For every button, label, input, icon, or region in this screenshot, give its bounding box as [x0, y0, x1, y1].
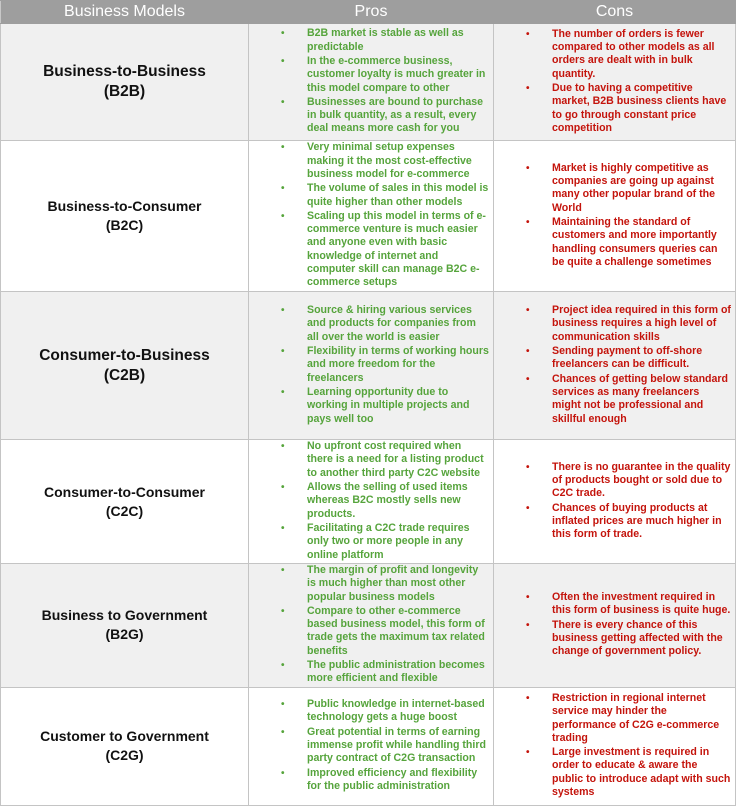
pro-item: • Scaling up this model in terms of e-commerce venture is much easier and anyone even with basic knowledge of internet and computer skill can manage B2C e-commerce setups [307, 210, 489, 290]
model-cell [1, 141, 249, 292]
row-b2c [1, 141, 736, 292]
pros-cell [249, 687, 494, 805]
row-b2b [1, 24, 736, 141]
cons-cell [494, 141, 736, 292]
pros-cell [249, 292, 494, 440]
row-b2g [1, 564, 736, 688]
con-item: • Chances of buying products at inflated prices are much higher in this form of trade. [552, 502, 731, 542]
pros-cell [249, 564, 494, 688]
header-row [1, 1, 736, 24]
pros-cell [249, 440, 494, 564]
pro-item: • Improved efficiency and flexibility for the public administration [307, 767, 489, 794]
con-item: • There is no guarantee in the quality of products bought or sold due to C2C trade. [552, 461, 731, 501]
model-cell [1, 564, 249, 688]
pro-item: • Great potential in terms of earning immense profit while handling third party contract of C2G transaction [307, 726, 489, 766]
cons-cell [494, 24, 736, 141]
model-cell [1, 292, 249, 440]
con-item: • There is every chance of this business getting affected with the change of government policy. [552, 619, 731, 659]
cons-cell [494, 292, 736, 440]
cons-cell [494, 440, 736, 564]
model-code: (C2B) [103, 366, 146, 384]
model-name: Consumer-to-Business [39, 346, 210, 364]
row-c2g [1, 687, 736, 805]
con-item: • Restriction in regional internet service may hinder the performance of C2G e-commerce trading [552, 692, 731, 745]
con-item: • Market is highly competitive as companies are going up against many other popular brand of the World [552, 162, 731, 215]
con-item: • Sending payment to off-shore freelancers can be difficult. [552, 345, 731, 372]
pro-item: • Flexibility in terms of working hours and more freedom for the freelancers [307, 345, 489, 385]
header-business-models: Business Models [1, 1, 249, 24]
model-cell [1, 687, 249, 805]
con-item: • Large investment is required in order to educate & aware the public to introduce adapt with such systems [552, 746, 731, 799]
pro-item: • The margin of profit and longevity is much higher than most other popular business models [307, 564, 489, 604]
row-c2c [1, 440, 736, 564]
model-code: (C2G) [105, 747, 144, 764]
pro-item: • Public knowledge in internet-based technology gets a huge boost [307, 698, 489, 725]
model-name: Customer to Government [40, 728, 209, 745]
con-item: • Due to having a competitive market, B2B business clients have to go through constant price competition [552, 82, 731, 135]
model-code: (B2C) [105, 217, 144, 233]
model-name: Consumer-to-Consumer [43, 483, 205, 500]
pro-item: • Compare to other e-commerce based business model, this form of trade gets the maximum tax related benefits [307, 605, 489, 658]
pro-item: • B2B market is stable as well as predictable [307, 27, 489, 54]
model-code: (B2B) [103, 83, 146, 100]
model-name: Business to Government [41, 607, 208, 624]
pro-item: • In the e-commerce business, customer loyalty is much greater in this model compare to other [307, 55, 489, 95]
pro-item: • The volume of sales in this model is quite higher than other models [307, 182, 489, 209]
cons-cell [494, 564, 736, 688]
pro-item: • Very minimal setup expenses making it the most cost-effective business model for e-commerce [307, 141, 489, 181]
model-cell [1, 440, 249, 564]
pro-item: • Allows the selling of used items whereas B2C mostly sells new products. [307, 481, 489, 521]
model-code: (B2G) [105, 626, 144, 643]
pro-item: • Facilitating a C2C trade requires only two or more people in any online platform [307, 522, 489, 562]
pro-item: • No upfront cost required when there is a need for a listing product to another third party C2C website [307, 440, 489, 480]
cons-cell [494, 687, 736, 805]
pro-item: • Businesses are bound to purchase in bulk quantity, as a result, every deal means more cash for you [307, 96, 489, 136]
header-cons: Cons [494, 1, 736, 24]
con-item: • Chances of getting below standard services as many freelancers might not be professional and skillful enough [552, 373, 731, 426]
header-pros: Pros [249, 1, 494, 24]
con-item: • Project idea required in this form of business requires a high level of communication skills [552, 304, 731, 344]
pros-cell [249, 141, 494, 292]
model-code: (C2C) [105, 502, 144, 519]
pro-item: • The public administration becomes more efficient and flexible [307, 659, 489, 686]
con-item: • Often the investment required in this form of business is quite huge. [552, 591, 731, 618]
model-name: Business-to-Business [43, 63, 206, 80]
row-c2b [1, 292, 736, 440]
pros-cell [249, 24, 494, 141]
model-name: Business-to-Consumer [47, 198, 202, 214]
con-item: • Maintaining the standard of customers and more importantly handling consumers queries can be quite a challenge sometimes [552, 216, 731, 269]
model-cell [1, 24, 249, 141]
con-item: • The number of orders is fewer compared to other models as all orders are dealt with in bulk quantity. [552, 28, 731, 81]
pro-item: • Source & hiring various services and products for companies from all over the world is easier [307, 304, 489, 344]
pro-item: • Learning opportunity due to working in multiple projects and pays well too [307, 386, 489, 426]
